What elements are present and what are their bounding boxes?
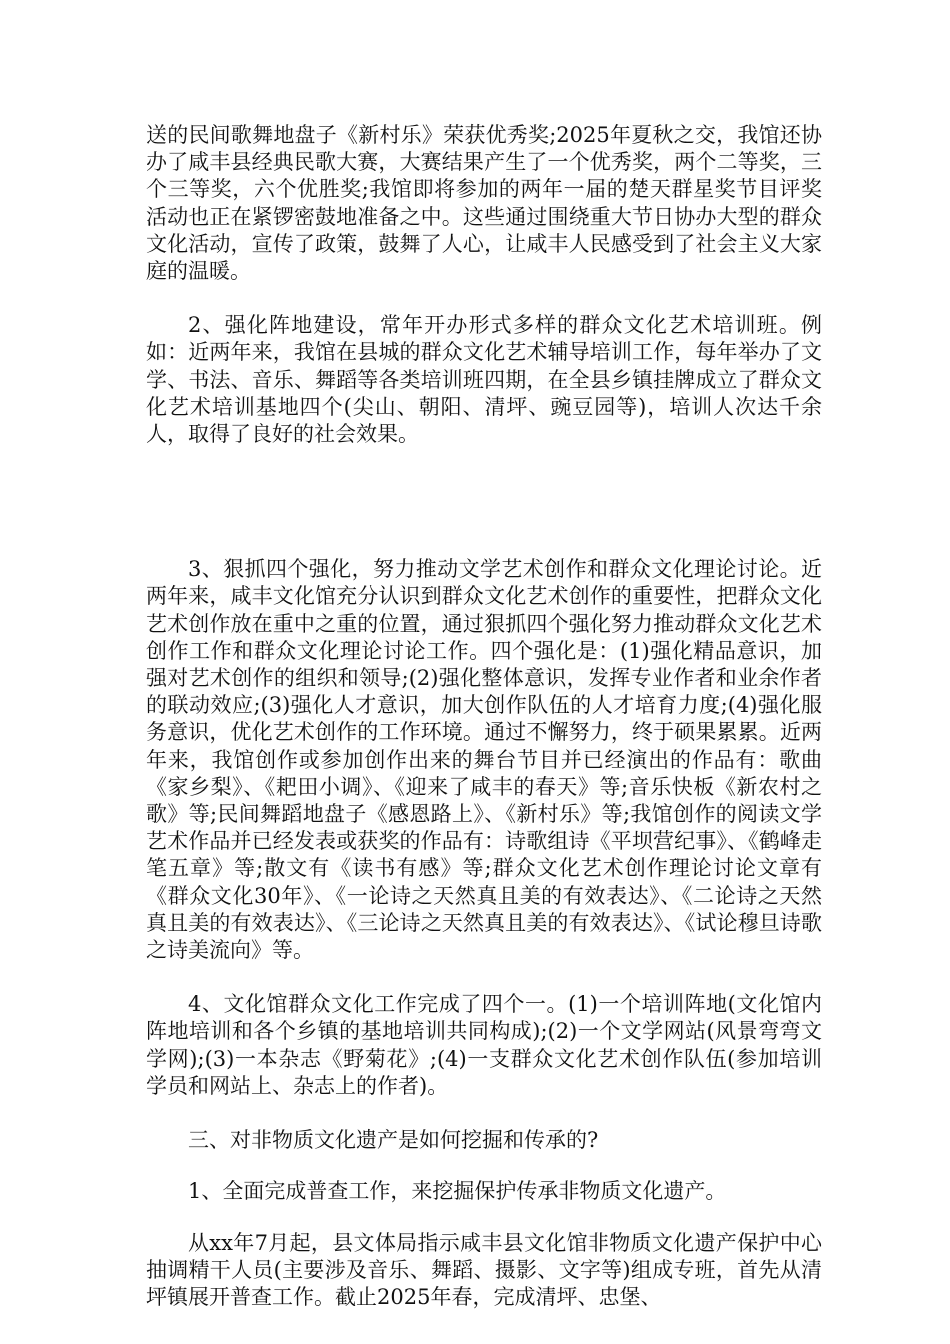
paragraph-4-four-ones: 4、文化馆群众文化工作完成了四个一。(1)一个培训阵地(文化馆内阵地培训和各个乡镇的基地培训共同构成);(2)一个文学网站(风景弯弯文学网);(3)一本杂志《野菊花》;(4)一支群众文化艺术创作队伍(参加培训学员和网站上、杂志上的作者)。: [146, 992, 822, 1098]
document-body: [146, 122, 822, 1311]
subheading-survey: 1、全面完成普查工作，来挖掘保护传承非物质文化遗产。: [188, 1179, 727, 1204]
section-heading-intangible-heritage: 三、对非物质文化遗产是如何挖掘和传承的?: [188, 1128, 599, 1153]
paragraph-3-creation: 3、狠抓四个强化，努力推动文学艺术创作和群众文化理论讨论。近两年来，咸丰文化馆充分认识到群众文化艺术创作的重要性，把群众文化艺术创作放在重中之重的位置，通过狠抓四个强化努力推动群众文化艺术创作工作和群众文化理论讨论工作。四个强化是：(1)强化精品意识，加强对艺术创作的组织和领导;(2)强化整体意识，发挥专业作者和业余作者的联动效应;(3)强化人才意识，加大创作队伍的人才培育力度;(4)强化服务意识，优化艺术创作的工作环境。通过不懈努力，终于硕果累累。近两年来，我馆创作或参加创作出来的舞台节目并已经演出的作品有：歌曲《家乡梨》、《耙田小调》、《迎来了咸丰的春天》等;音乐快板《新农村之歌》等;民间舞蹈地盘子《感恩路上》、《新村乐》等;我馆创作的阅读文学艺术作品并已经发表或获奖的作品有：诗歌组诗《平坝营纪事》、《鹤峰走笔五章》等;散文有《读书有感》等;群众文化艺术创作理论讨论文章有《群众文化30年》、《一论诗之天然真且美的有效表达》、《二论诗之天然真且美的有效表达》、《三论诗之天然真且美的有效表达》、《试论穆旦诗歌之诗美流向》等。: [146, 557, 822, 963]
paragraph-survey-detail: 从xx年7月起，县文体局指示咸丰县文化馆非物质文化遗产保护中心抽调精干人员(主要涉及音乐、舞蹈、摄影、文字等)组成专班，首先从清坪镇展开普查工作。截止2025年春，完成清坪、忠堡、: [146, 1230, 822, 1309]
paragraph-continuation: 送的民间歌舞地盘子《新村乐》荣获优秀奖;2025年夏秋之交，我馆还协办了咸丰县经典民歌大赛，大赛结果产生了一个优秀奖，两个二等奖，三个三等奖，六个优胜奖;我馆即将参加的两年一届的楚天群星奖节目评奖活动也正在紧锣密鼓地准备之中。这些通过围绕重大节日协办大型的群众文化活动，宣传了政策，鼓舞了人心，让咸丰人民感受到了社会主义大家庭的温暖。: [146, 123, 822, 284]
paragraph-2-training: 2、强化阵地建设，常年开办形式多样的群众文化艺术培训班。例如：近两年来，我馆在县城的群众文化艺术辅导培训工作，每年举办了文学、书法、音乐、舞蹈等各类培训班四期，在全县乡镇挂牌成立了群众文化艺术培训基地四个(尖山、朝阳、清坪、豌豆园等)，培训人次达千余人，取得了良好的社会效果。: [146, 313, 822, 447]
